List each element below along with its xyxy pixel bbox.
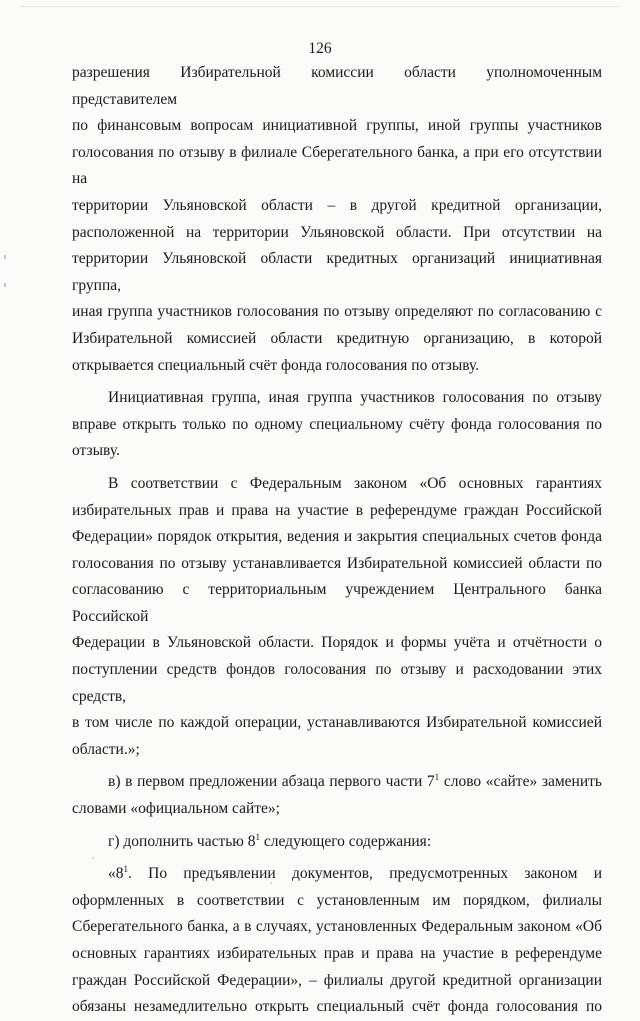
text-line: избирательных прав и права на участие в референдуме граждан Российской: [72, 501, 602, 519]
scan-edge-artifact: [20, 6, 620, 9]
text-line: [72, 861, 602, 888]
paragraph-federal-law: [72, 471, 602, 764]
text-line: Избирательной комиссией области кредитную организацию, в которой: [72, 329, 602, 347]
text-fragment: г) дополнить частью 8: [108, 832, 256, 850]
paragraph-item-v: [72, 769, 602, 822]
text-line: в том числе по каждой операции, устанавливаются Избирательной комиссией: [72, 714, 602, 732]
paragraph-initiative-group: [72, 385, 602, 465]
text-line: открывается специальный счёт фонда голосования по отзыву.: [72, 356, 480, 374]
text-fragment: слово «сайте» заменить: [439, 773, 602, 791]
document-body: [72, 60, 602, 1021]
text-line: поступлении средств фондов голосования по отзыву и расходовании этих средств,: [72, 661, 602, 705]
text-line: Сберегательного банка, а в случаях, установленных Федеральным законом «Об: [72, 918, 602, 936]
text-fragment: . По предъявлении документов, предусмотренных законом и: [128, 865, 602, 883]
text-line: словами «официальном сайте»;: [72, 800, 280, 818]
text-line: голосования по отзыву в филиале Сберегательного банка, а при его отсутствии на: [72, 143, 602, 188]
text-line: обязаны незамедлительно открыть специальный счёт фонда голосования по: [72, 998, 602, 1016]
text-line: Федерации в Ульяновской области. Порядок и формы учёта и отчётности о: [72, 634, 602, 652]
text-line: вправе открыть только по одному специальному счёту фонда голосования по: [72, 415, 602, 433]
page-number: 126: [308, 40, 332, 57]
text-line: Инициативная группа, иная группа участников голосования по отзыву: [108, 389, 602, 407]
paragraph-item-g: [72, 829, 602, 856]
text-line: расположенной на территории Ульяновской области. При отсутствии на: [72, 223, 602, 241]
text-line: территории Ульяновской области кредитных организаций инициативная группа,: [72, 250, 602, 294]
text-line: В соответствии с Федеральным законом «Об основных гарантиях: [108, 474, 602, 492]
scan-margin-mark: [4, 255, 6, 259]
text-fragment: следующего содержания:: [260, 832, 432, 850]
scan-margin-mark: [4, 283, 6, 287]
text-line: оформленных в соответствии с установленным им порядком, филиалы: [72, 891, 602, 909]
text-line: основных гарантиях избирательных прав и права на участие в референдуме: [72, 945, 602, 962]
text-line: территории Ульяновской области – в другой кредитной организации,: [72, 196, 602, 214]
paragraph-continuation: [72, 60, 602, 379]
superscript: 1: [434, 772, 440, 783]
text-line: [72, 829, 602, 856]
text-fragment: в) в первом предложении абзаца первого части 7: [108, 773, 435, 791]
text-line: разрешения Избирательной комиссии области уполномоченным представителем: [72, 64, 602, 108]
text-line: по финансовым вопросам инициативной группы, иной группы участников: [72, 117, 602, 135]
superscript: 1: [255, 831, 261, 842]
superscript: 1: [123, 864, 128, 875]
text-line: [72, 769, 602, 796]
text-fragment: «8: [108, 865, 124, 883]
text-line: граждан Российской Федерации», – филиалы другой кредитной организации: [72, 971, 602, 989]
paragraph-part-8-1: [72, 861, 602, 1021]
text-line: Федерации» порядок открытия, ведения и закрытия специальных счетов фонда: [72, 528, 602, 546]
text-line: голосования по отзыву устанавливается Избирательной комиссией области по: [72, 554, 602, 572]
text-line: согласованию с территориальным учреждением Центрального банка Российской: [72, 581, 602, 625]
text-line: области.»;: [72, 740, 140, 758]
text-line: иная группа участников голосования по отзыву определяют по согласованию с: [72, 303, 602, 321]
text-line: отзыву.: [72, 442, 120, 460]
